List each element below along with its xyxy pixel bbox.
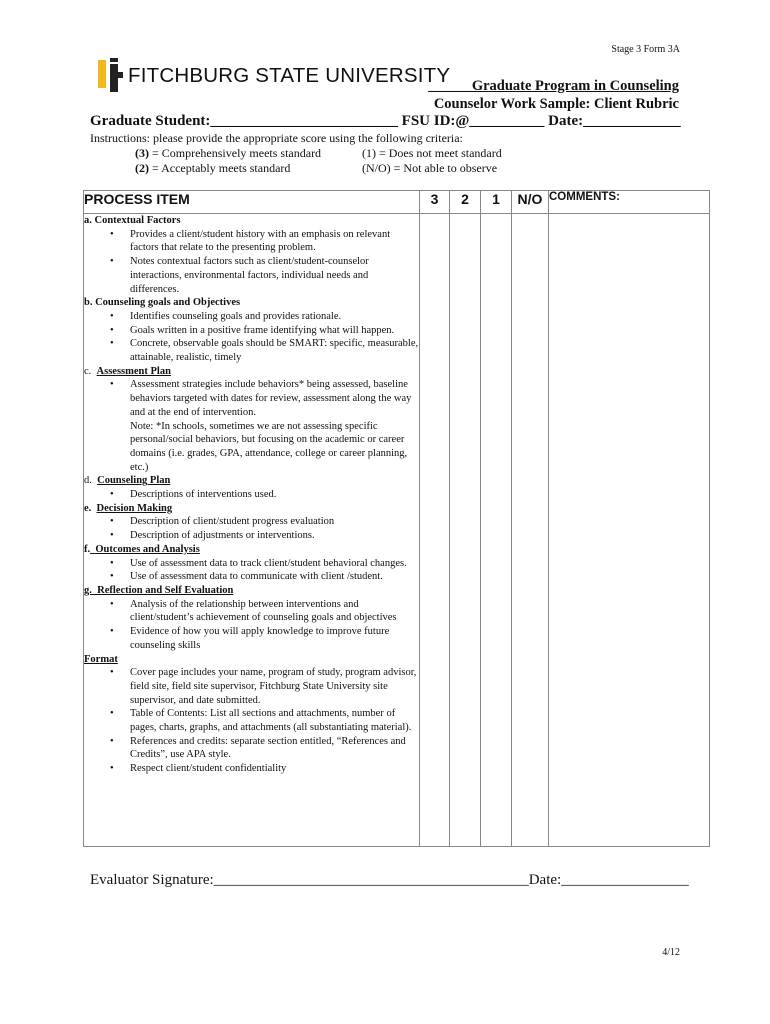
- score-no-header: N/O: [512, 191, 549, 214]
- list-item: • Description of client/student progress evaluation: [84, 515, 419, 529]
- rubric-header-row: [84, 191, 710, 214]
- list-item: • Concrete, observable goals should be SMART: specific, measurable, attainable, realistic, timely: [84, 337, 419, 364]
- score-3-cell[interactable]: [420, 214, 450, 847]
- score-no-cell[interactable]: [512, 214, 549, 847]
- criterion-2: (2) = Acceptably meets standard: [135, 161, 291, 175]
- list-item: • Use of assessment data to track client/student behavioral changes.: [84, 557, 419, 571]
- criterion-1: (1) = Does not meet standard: [362, 146, 502, 160]
- criterion-3: (3) = Comprehensively meets standard: [135, 146, 322, 160]
- instructions-intro: Instructions: please provide the appropriate score using the following criteria:: [90, 131, 463, 145]
- list-item: • Provides a client/student history with an emphasis on relevant factors that relate to the presenting problem.: [84, 228, 419, 255]
- comments-header: COMMENTS:: [549, 191, 710, 214]
- list-item: • Use of assessment data to communicate with client /student.: [84, 570, 419, 584]
- criterion-no: (N/O) = Not able to observe: [362, 161, 498, 175]
- page-number: 4/12: [662, 947, 680, 958]
- program-title: ______Graduate Program in Counseling: [428, 78, 679, 94]
- list-item: • Notes contextual factors such as client/student-counselor interactions, environmental factors, individual needs and differences.: [84, 255, 419, 296]
- rubric-body-row: [84, 214, 710, 847]
- list-item: • Descriptions of interventions used.: [84, 488, 419, 502]
- logo-mark-icon: [98, 58, 124, 92]
- evaluator-signature-line: Evaluator Signature:__________________________________________Date:_________________: [90, 872, 689, 888]
- student-info-line: Graduate Student:_________________________ FSU ID:@__________ Date:_____________: [90, 113, 681, 129]
- score-2-cell[interactable]: [450, 214, 481, 847]
- section-title: f. Outcomes and Analysis: [84, 543, 200, 555]
- section-title: c. Assessment Plan: [84, 365, 171, 377]
- list-item: • Table of Contents: List all sections and attachments, number of pages, charts, graphs, and attachments (all substantiating material).: [84, 707, 419, 734]
- score-1-header: 1: [481, 191, 512, 214]
- section-title: e. Decision Making: [84, 502, 173, 514]
- instructions-block: [90, 131, 690, 176]
- process-item-header: PROCESS ITEM: [84, 191, 420, 214]
- list-item: • Respect client/student confidentiality: [84, 762, 419, 776]
- list-item: • Identifies counseling goals and provides rationale.: [84, 310, 419, 324]
- stage-form-label: Stage 3 Form 3A: [611, 44, 680, 55]
- section-title: g. Reflection and Self Evaluation: [84, 584, 234, 596]
- comments-cell[interactable]: [549, 214, 710, 847]
- section-title: d. Counseling Plan: [84, 475, 171, 487]
- score-1-cell[interactable]: [481, 214, 512, 847]
- rubric-title: Counselor Work Sample: Client Rubric: [433, 96, 679, 112]
- section-note: Note: *In schools, sometimes we are not assessing specific personal/social behaviors, but focusing on the academic or career domains (i.e. grades, GPA, attendance, college or career planning, etc.): [130, 420, 408, 473]
- score-3-header: 3: [420, 191, 450, 214]
- list-item: • Analysis of the relationship between interventions and client/student’s achievement of counseling goals and objectives: [84, 598, 419, 625]
- logo-wordmark: FITCHBURG STATE UNIVERSITY: [128, 64, 451, 87]
- list-item: • Description of adjustments or interventions.: [84, 529, 419, 543]
- rubric-table: [83, 190, 710, 847]
- list-item: • Goals written in a positive frame identifying what will happen.: [84, 324, 419, 338]
- section-title: b. Counseling goals and Objectives: [84, 297, 241, 309]
- university-logo: [98, 58, 451, 92]
- list-item: • Assessment strategies include behaviors* being assessed, baseline behaviors targeted with dates for review, assessment along the way and at the end of intervention.: [84, 378, 419, 419]
- section-title: Format: [84, 653, 118, 665]
- section-title: a. Contextual Factors: [84, 215, 181, 226]
- list-item: • References and credits: separate section entitled, “References and Credits”, use APA style.: [84, 735, 419, 762]
- list-item: • Cover page includes your name, program of study, program advisor, field site, field site supervisor, Fitchburg State University site supervisor, and date submitted.: [84, 666, 419, 707]
- score-2-header: 2: [450, 191, 481, 214]
- list-item: • Evidence of how you will apply knowledge to improve future counseling skills: [84, 625, 419, 652]
- process-items-cell: [84, 214, 420, 847]
